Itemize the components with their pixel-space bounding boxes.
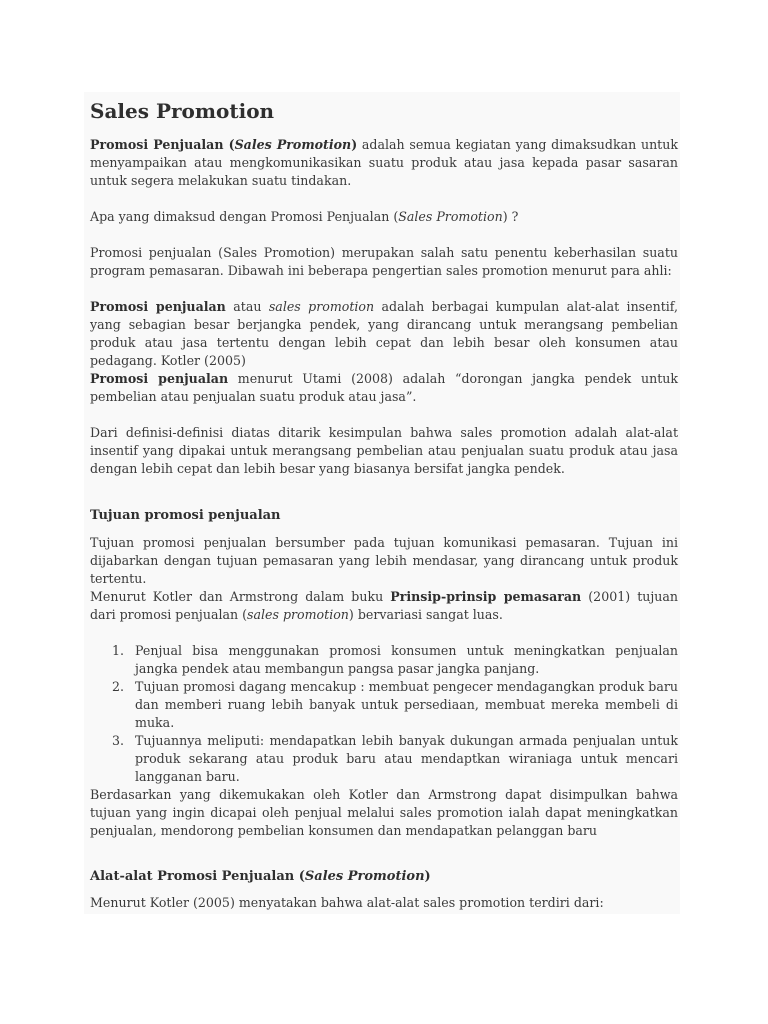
tujuan-list xyxy=(90,642,678,786)
paragraph-summary: Berdasarkan yang dikemukakan oleh Kotler dan Armstrong dapat disimpulkan bahwa tujuan yang ingin dicapai oleh penjual melalui sales promotion ialah dapat meningkatkan penjualan, mendorong pembelian konsumen dan mendapatkan pelanggan baru xyxy=(90,787,678,838)
list-item: 1. Penjual bisa menggunakan promosi konsumen untuk meningkatkan penjualan jangka pendek atau membangun pangsa pasar jangka panjang. xyxy=(112,643,678,676)
list-item: 3. Tujuannya meliputi: mendapatkan lebih banyak dukungan armada penjualan untuk produk sekarang atau produk baru atau mendaptkan wiraniaga untuk mencari langganan baru. xyxy=(112,733,678,784)
paragraph-utami-definition: Promosi penjualan menurut Utami (2008) adalah “dorongan jangka pendek untuk pembelian atau penjualan suatu produk atau jasa”. xyxy=(90,371,679,404)
term-promosi-penjualan: Promosi Penjualan (Sales Promotion) xyxy=(90,137,358,152)
list-item: 2. Tujuan promosi dagang mencakup : membuat pengecer mendagangkan produk baru dan memberi ruang lebih banyak untuk persediaan, membuat mereka membeli di muka. xyxy=(112,679,678,730)
paragraph-kotler-definition: Promosi penjualan atau sales promotion adalah berbagai kumpulan alat-alat insentif, yang sebagian besar berjangka pendek, yang dirancang untuk merangsang pembelian produk atau jasa tertentu dengan lebih cepat dan lebih besar oleh konsumen atau pedagang. Kotler (2005) xyxy=(90,299,679,368)
paragraph-definition: Promosi Penjualan (Sales Promotion) adalah semua kegiatan yang dimaksudkan untuk menyampaikan atau mengkomunikasikan suatu produk atau jasa kepada pasar sasaran untuk segera melakukan suatu tindakan. xyxy=(90,137,678,188)
heading-alat-alat: Alat-alat Promosi Penjualan (Sales Promotion) xyxy=(90,869,431,884)
paragraph-intro: Promosi penjualan (Sales Promotion) merupakan salah satu penentu keberhasilan suatu program pemasaran. Dibawah ini beberapa pengertian sales promotion menurut para ahli: xyxy=(90,245,678,278)
page-title: Sales Promotion xyxy=(90,99,275,123)
paragraph-tujuan: Tujuan promosi penjualan bersumber pada tujuan komunikasi pemasaran. Tujuan ini dijabarkan dengan tujuan pemasaran yang lebih mendasar, yang dirancang untuk produk tertentu. xyxy=(90,535,678,586)
paragraph-question: Apa yang dimaksud dengan Promosi Penjualan (Sales Promotion) ? xyxy=(90,209,519,224)
paragraph-kotler-armstrong: Menurut Kotler dan Armstrong dalam buku Prinsip-prinsip pemasaran (2001) tujuan dari promosi penjualan (sales promotion) bervariasi sangat luas. xyxy=(90,589,678,622)
paragraph-alat-intro: Menurut Kotler (2005) menyatakan bahwa alat-alat sales promotion terdiri dari: xyxy=(90,895,604,910)
document-page xyxy=(84,92,680,914)
paragraph-conclusion: Dari definisi-definisi diatas ditarik kesimpulan bahwa sales promotion adalah alat-alat insentif yang dipakai untuk merangsang pembelian atau penjualan suatu produk atau jasa dengan lebih cepat dan lebih besar yang biasanya bersifat jangka pendek. xyxy=(90,425,678,476)
heading-tujuan: Tujuan promosi penjualan xyxy=(90,508,281,523)
